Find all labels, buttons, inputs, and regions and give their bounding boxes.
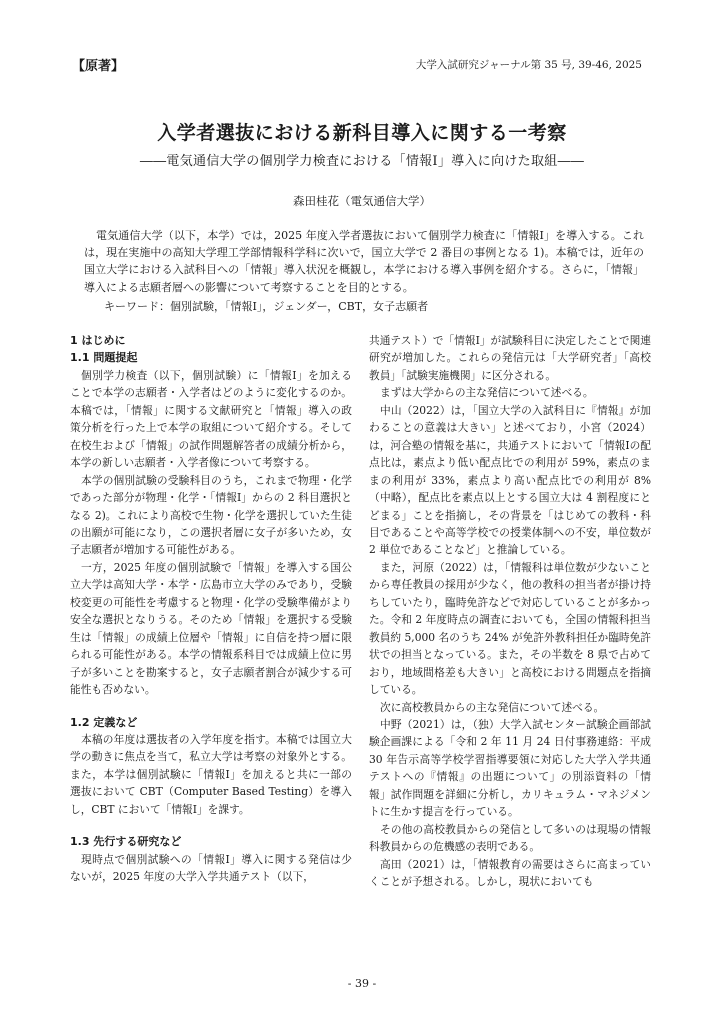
paragraph: 一方，2025 年度の個別試験で「情報」を導入する国公立大学は高知大学・本学・広島市立大学のみであり，受験校変更の可能性を考慮すると物理・化学の受験準備がより安全な選択となりうる。そのため「情報」を選択する受験生は「情報」の成績上位層や「情報」に自信を持つ層に限られる可能性がある。本学の情報系科目では成績上位に男子が多いことを勘案すると，女子志願者割合が減少する可能性も否めない。 [70,560,352,697]
author-line: 森田桂花（電気通信大学） [293,194,431,208]
journal-citation: 大学入試研究ジャーナル第 35 号, 39-46, 2025 [415,59,642,71]
paragraph: 本稿の年度は選抜者の入学年度を指す。本稿では国立大学の動きに焦点を当て，私立大学は考察の対象外とする。また，本学は個別試験に「情報Ⅰ」を加えると共に一部の選抜において CBT（Computer Based Testing）を導入し，CBT において「情報Ⅰ」を課す。 [70,732,352,816]
section-heading-1-1: 1.1 問題提起 [70,351,138,365]
section-heading-1-3: 1.3 先行する研究など [70,835,182,849]
paragraph: 中山（2022）は，「国立大学の入試科目に『情報』が加わることの意義は大きい」と述べており，小宮（2024）は，河合塾の情報を基に，共通テストにおいて「情報Ⅰの配点比は，素点より低い配点比での利用が 59%，素点のままの利用が 33%，素点より高い配点比での利用が 8%（中略），配点比を素点以上とする国立大は 4 割程度にとどまる」ことを指摘し，その背景を「はじめての教科・科目であることや高等学校での授業体制への不安，単位数が 2 単位であることなど」と推論している。 [369,403,651,557]
keywords: キーワード：個別試験，「情報Ⅰ」，ジェンダー，CBT，女子志願者 [104,300,429,313]
paragraph: 共通テスト）で「情報Ⅰ」が試験科目に決定したことで関連研究が増加した。これらの発信元は「大学研究者」「高校教員」「試験実施機関」に区分される。 [369,334,651,382]
section-heading-1: 1 はじめに [70,334,126,347]
section-heading-1-2: 1.2 定義など [70,715,138,729]
paragraph: まずは大学からの主な発信について述べる。 [380,386,594,400]
paper-title: 入学者選抜における新科目導入に関する一考察 [157,122,567,144]
article-type-label: 【原著】 [72,59,125,74]
abstract [84,227,644,296]
right-column [369,332,651,891]
page-number: - 39 - [347,977,377,990]
paragraph: 本学の個別試験の受験科目のうち，これまで物理・化学であった部分が物理・化学・「情報Ⅰ」からの 2 科目選択となる 2)。これにより高校で生物・化学を選択していた生徒の出願が可能になり，この選択者層に女子が多いため，女子志願者が増加する可能性がある。 [70,473,352,557]
paragraph: その他の高校教員からの発信として多いのは現場の情報科教員からの危機感の表明である。 [369,822,651,854]
paragraph: 高田（2021）は，「情報教育の需要はさらに高まっていくことが予想される。しかし，現状においても [369,857,651,889]
paragraph: 個別学力検査（以下，個別試験）に「情報Ⅰ」を加えることで本学の志願者・入学者はどのように変化するのか。本稿では，「情報」に関する文献研究と「情報」導入の政策分析を行った上で本学の取組について紹介する。そして在校生および「情報」の試作問題解答者の成績分析から，本学の新しい志願者・入学者像について考察する。 [70,368,352,470]
paragraph: また，河原（2022）は，「情報科は単位数が少ないことから専任教員の採用が少なく，他の教科の担当者が掛け持ちしていたり，臨時免許などで対応していることが多かった。令和 2 年度時点の調査においても，全国の情報科担当教員約 5,000 名のうち 24% が免許外教科担任か臨時免許状での担当となっている。また，その半数を 8 県で占めており，地域間格差も大きい」と高校における問題点を指摘している。 [369,560,651,697]
paragraph: 現時点で個別試験への「情報Ⅰ」導入に関する発信は少ないが，2025 年度の大学入学共通テスト（以下， [70,852,352,884]
paragraph: 中野（2021）は，（独）大学入試センター試験企画部試験企画課による「令和 2 年 11 月 24 日付事務連絡：平成 30 年告示高等学校学習指導要領に対応した大学入学共通テストへの『情報』の出題について」の別添資料の「情報」試作問題を詳細に分析し，カリキュラム・マネジメントに生かす提言を行っている。 [369,717,651,819]
abstract-text: 電気通信大学（以下，本学）では，2025 年度入学者選抜において個別学力検査に「情報Ⅰ」を導入する。これは，現在実施中の高知大学理工学部情報科学科に次いで，国立大学で 2 番目の事例となる 1)。本稿では，近年の国立大学における入試科目への「情報」導入状況を概観し，本学における導入事例を紹介する。さらに，「情報」導入による志願者層への影響について考察することを目的とする。 [84,229,644,294]
paragraph: 次に高校教員からの主な発信について述べる。 [380,700,605,714]
paper-subtitle: ――電気通信大学の個別学力検査における「情報Ⅰ」導入に向けた取組―― [139,154,585,169]
left-column [70,332,352,886]
